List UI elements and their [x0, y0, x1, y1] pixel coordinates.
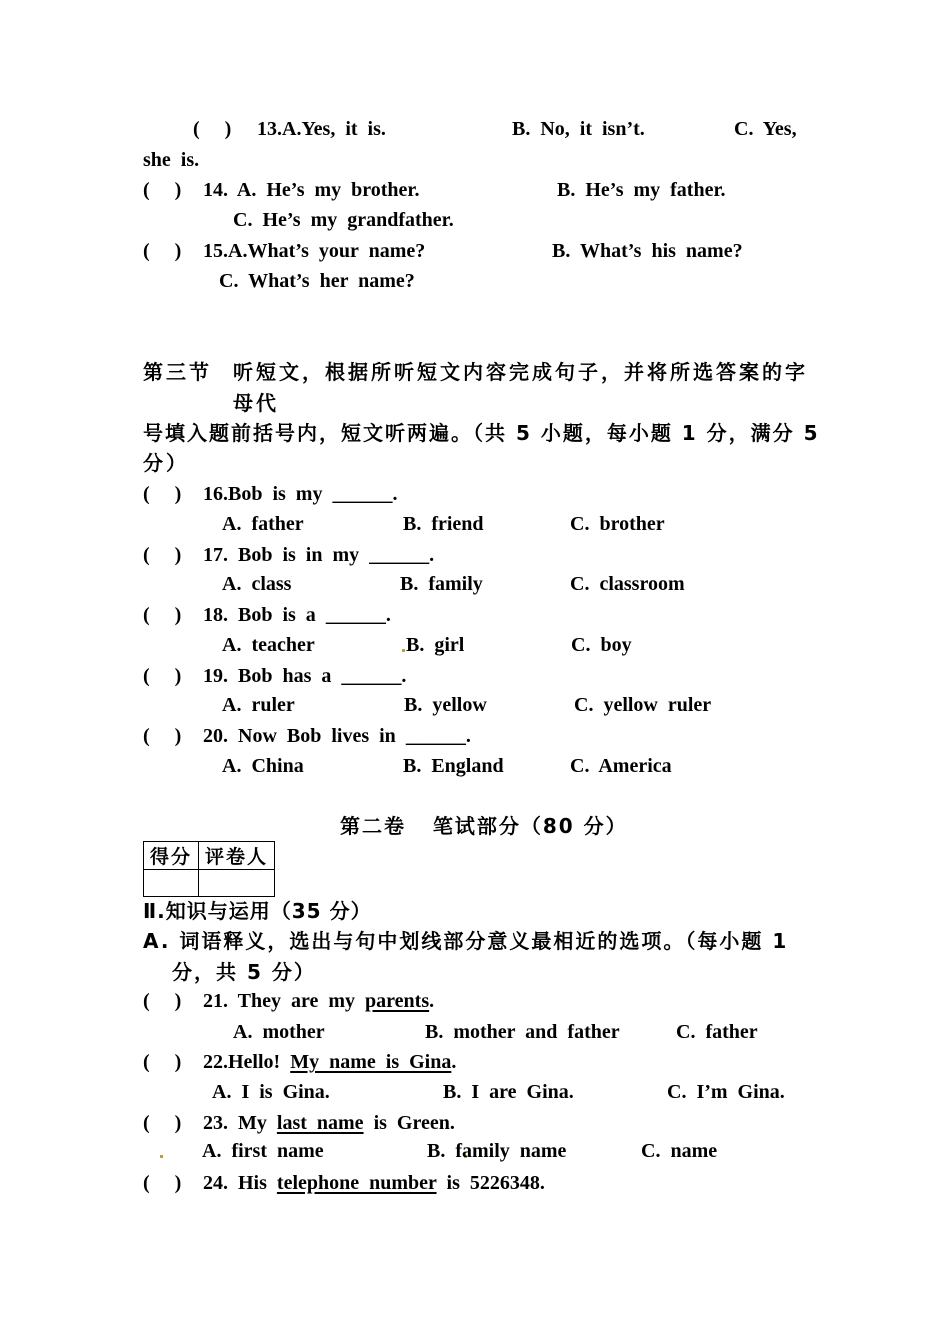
q19-blank: ______	[341, 665, 402, 687]
q13-paren: ( )	[193, 118, 232, 140]
q18-option-a: A. teacher	[222, 634, 315, 656]
part2-title: Ⅱ.知识与运用（35 分）	[143, 899, 372, 923]
q20-option-b: B. England	[403, 755, 504, 777]
q23-option-c: C. name	[641, 1140, 718, 1162]
q16-blank: ______	[332, 483, 393, 505]
part2-sub-a-line1: A. 词语释义，选出与句中划线部分意义最相近的选项。（每小题 1	[143, 929, 789, 953]
q18-blank: ______	[325, 604, 386, 626]
q22-option-a: A. I is Gina.	[212, 1081, 330, 1103]
q19-option-a: A. ruler	[222, 694, 295, 716]
q17-stem: 17. Bob is in my ______.	[203, 544, 435, 566]
q21-stem: 21. They are my parents.	[203, 990, 435, 1012]
q23-underlined: last name	[276, 1112, 364, 1134]
section3-text-line3: 号填入题前括号内，短文听两遍。（共 5 小题，每小题 1 分，满分 5	[143, 421, 820, 445]
q22-paren: ( )	[143, 1051, 182, 1073]
q14-option-c: C. He’s my grandfather.	[233, 209, 454, 231]
q20-blank: ______	[405, 725, 466, 747]
q18-stem: 18. Bob is a ______.	[203, 604, 391, 626]
q15-option-b: B. What’s his name?	[552, 240, 743, 262]
q20-option-c: C. America	[570, 755, 672, 777]
q18-option-c: C. boy	[571, 634, 632, 656]
q21-paren: ( )	[143, 990, 182, 1012]
grader-header: 评卷人	[199, 842, 275, 870]
q18-paren: ( )	[143, 604, 182, 626]
q20-paren: ( )	[143, 725, 182, 747]
q14-paren: ( )	[143, 179, 182, 201]
q14-option-b: B. He’s my father.	[557, 179, 726, 201]
q16-stem: 16.Bob is my ______.	[203, 483, 398, 505]
q22-underlined: My name is Gina	[290, 1051, 452, 1073]
q24-paren: ( )	[143, 1172, 182, 1194]
q17-blank: ______	[369, 544, 430, 566]
q20-option-a: A. China	[222, 755, 304, 777]
score-header: 得分	[144, 842, 199, 870]
section3-text-line4: 分）	[143, 451, 189, 475]
section3-text-line2: 母代	[233, 391, 279, 415]
q16-option-c: C. brother	[570, 513, 665, 535]
grader-cell	[199, 870, 275, 897]
q22-option-c: C. I’m Gina.	[667, 1081, 785, 1103]
q18-option-b: B. girl	[406, 634, 465, 656]
score-cell	[144, 870, 199, 897]
q23-option-a: A. first name	[202, 1140, 324, 1162]
q17-option-a: A. class	[222, 573, 292, 595]
q19-stem: 19. Bob has a ______.	[203, 665, 407, 687]
q13-option-b: B. No, it isn’t.	[512, 118, 645, 140]
q15-paren: ( )	[143, 240, 182, 262]
scan-speck	[160, 1155, 163, 1158]
q19-option-b: B. yellow	[404, 694, 487, 716]
q13-stem: 13.A.Yes, it is.	[257, 118, 386, 140]
q24-underlined: telephone number	[276, 1172, 437, 1194]
q23-paren: ( )	[143, 1112, 182, 1134]
q19-option-c: C. yellow ruler	[574, 694, 712, 716]
q24-stem: 24. His telephone number is 5226348.	[203, 1172, 545, 1194]
q16-paren: ( )	[143, 483, 182, 505]
q22-option-b: B. I are Gina.	[443, 1081, 574, 1103]
q20-stem: 20. Now Bob lives in ______.	[203, 725, 471, 747]
q21-underlined: parents	[365, 990, 430, 1012]
volume2-title: 第二卷 笔试部分（80 分）	[340, 814, 628, 838]
q17-paren: ( )	[143, 544, 182, 566]
q23-option-b: B. family name	[427, 1140, 567, 1162]
q16-option-a: A. father	[222, 513, 304, 535]
q17-option-c: C. classroom	[570, 573, 685, 595]
q13-continuation: she is.	[143, 149, 200, 171]
q19-paren: ( )	[143, 665, 182, 687]
q21-option-a: A. mother	[233, 1021, 325, 1043]
q13-option-c: C. Yes,	[734, 118, 797, 140]
q16-option-b: B. friend	[403, 513, 484, 535]
q14-stem: 14. A. He’s my brother.	[203, 179, 420, 201]
q22-stem: 22.Hello! My name is Gina.	[203, 1051, 457, 1073]
q15-option-c: C. What’s her name?	[219, 270, 415, 292]
section3-label: 第三节	[143, 360, 212, 384]
q15-stem: 15.A.What’s your name?	[203, 240, 426, 262]
q21-option-b: B. mother and father	[425, 1021, 620, 1043]
q21-option-c: C. father	[676, 1021, 758, 1043]
q23-stem: 23. My last name is Green.	[203, 1112, 455, 1134]
q17-option-b: B. family	[400, 573, 483, 595]
scan-speck	[402, 649, 405, 652]
part2-sub-a-line2: 分，共 5 分）	[172, 960, 316, 984]
section3-text-line1: 听短文，根据所听短文内容完成句子，并将所选答案的字	[233, 360, 808, 384]
score-table	[143, 841, 275, 897]
